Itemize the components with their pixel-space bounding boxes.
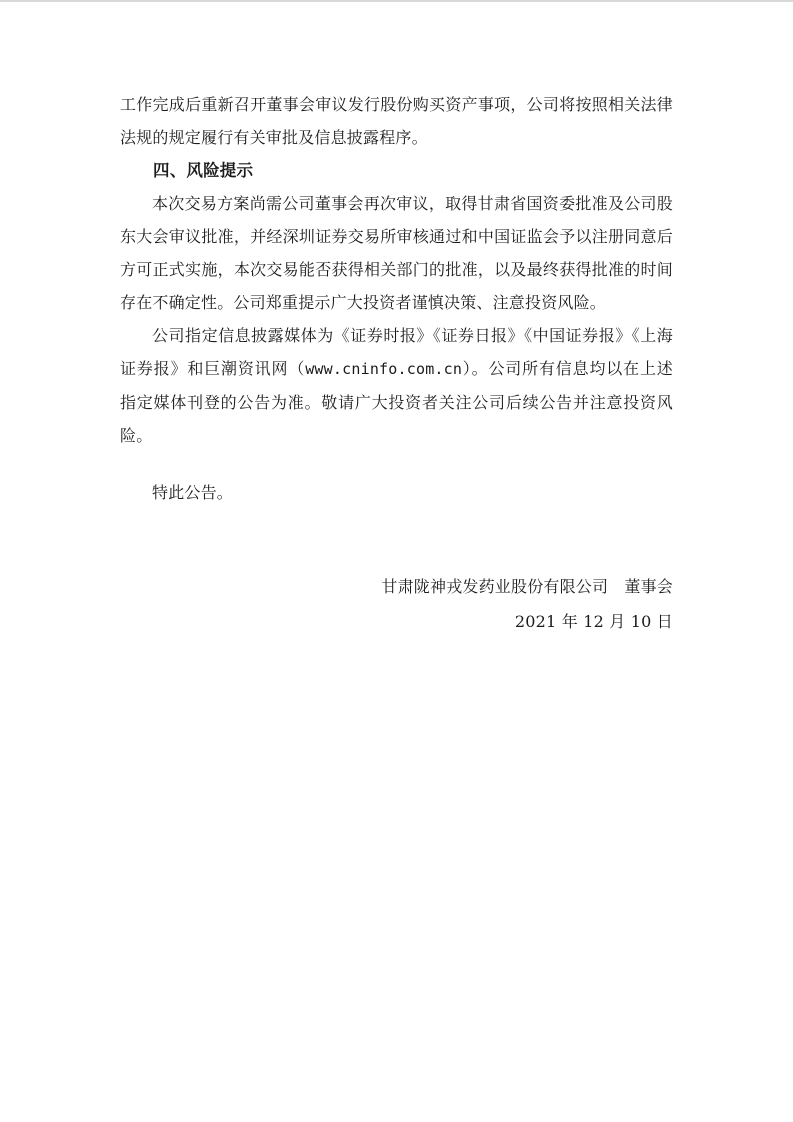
section-heading-risk-notice: 四、风险提示: [153, 161, 254, 180]
cninfo-url-text: www.cninfo.com.cn: [305, 360, 463, 378]
page-top-edge: [0, 0, 793, 2]
paragraph-continuation: 工作完成后重新召开董事会审议发行股份购买资产事项，公司将按照相关法律法规的规定履行有关审批及信息披露程序。: [120, 95, 673, 147]
closing-statement: 特此公告。: [152, 483, 234, 502]
announcement-body: [120, 88, 673, 639]
media-text-before-url: 公司指定信息披露媒体为《证券时报》《证券日报》《中国证券报》《上海证券报》和巨潮资讯网（: [120, 326, 673, 378]
paragraph-disclosure-media: [120, 319, 673, 452]
signature-date: 2021 年 12 月 10 日: [514, 612, 673, 631]
signature-company: 甘肃陇神戎发药业股份有限公司 董事会: [381, 577, 673, 596]
paragraph-approval-risk: 本次交易方案尚需公司董事会再次审议，取得甘肃省国资委批准及公司股东大会审议批准，并经深圳证券交易所审核通过和中国证监会予以注册同意后方可正式实施，本次交易能否获得相关部门的批准，以及最终获得批准的时间存在不确定性。公司郑重提示广大投资者谨慎决策、注意投资风险。: [120, 194, 673, 312]
signature-block: [120, 569, 673, 639]
media-text-after-url: ）。公司所有信息均以在上述指定媒体刊登的公告为准。敬请广大投资者关注公司后续公告并注意投资风险。: [120, 359, 674, 445]
